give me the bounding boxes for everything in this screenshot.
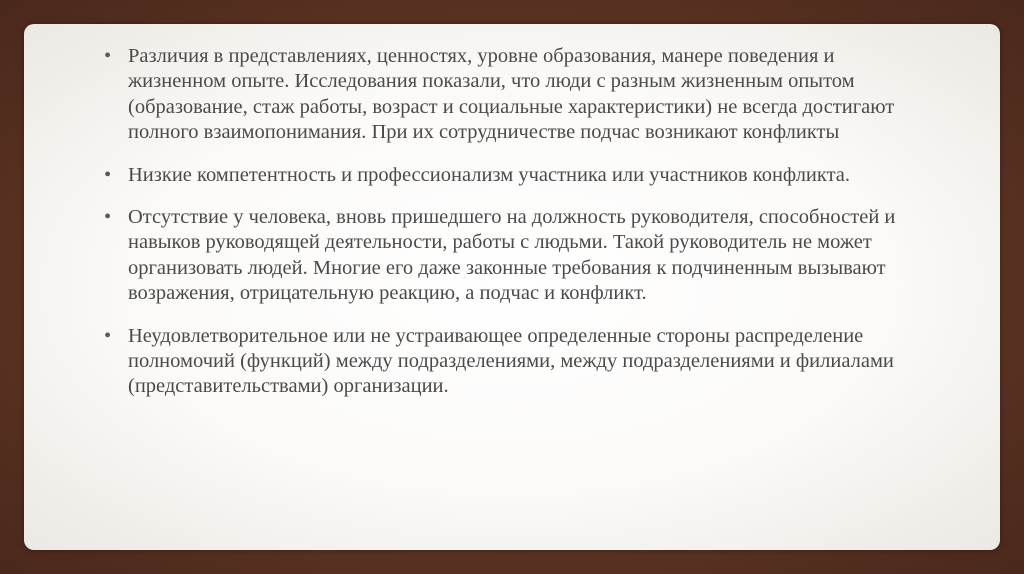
slide-content-area — [24, 24, 1000, 550]
bullet-text: Неудовлетворительное или не устраивающее определенные стороны распределение полномочий (функций) между подразделениями, между подразделениями и филиалами (представительствами) организации. — [128, 324, 894, 398]
bullet-item-4 — [104, 324, 924, 400]
bullet-list — [104, 44, 924, 417]
bullet-text: Отсутствие у человека, вновь пришедшего на должность руководителя, способностей и навыков руководящей деятельности, работы с людьми. Такой руководитель не может организовать людей. Многие его даже законные требования к подчиненным вызывают возражения, отрицательную реакцию, а подчас и конфликт. — [128, 206, 896, 305]
bullet-item-1 — [104, 44, 924, 146]
bullet-marker: • — [104, 324, 112, 347]
bullet-marker: • — [104, 163, 112, 186]
bullet-item-3 — [104, 205, 924, 307]
bullet-marker: • — [104, 206, 112, 229]
bullet-text: Низкие компетентность и профессионализм участника или участников конфликта. — [128, 163, 851, 186]
bullet-item-2 — [104, 163, 924, 188]
bullet-marker: • — [104, 45, 112, 67]
bullet-text: Различия в представлениях, ценностях, уровне образования, манере поведения и жизненном опыте. Исследования показали, что люди с разным жизненным опытом (образование, стаж работы, возраст и социальные характеристики) не всегда достигают полного взаимопонимания. При их сотрудничестве подчас возникают конфликты — [128, 45, 895, 144]
